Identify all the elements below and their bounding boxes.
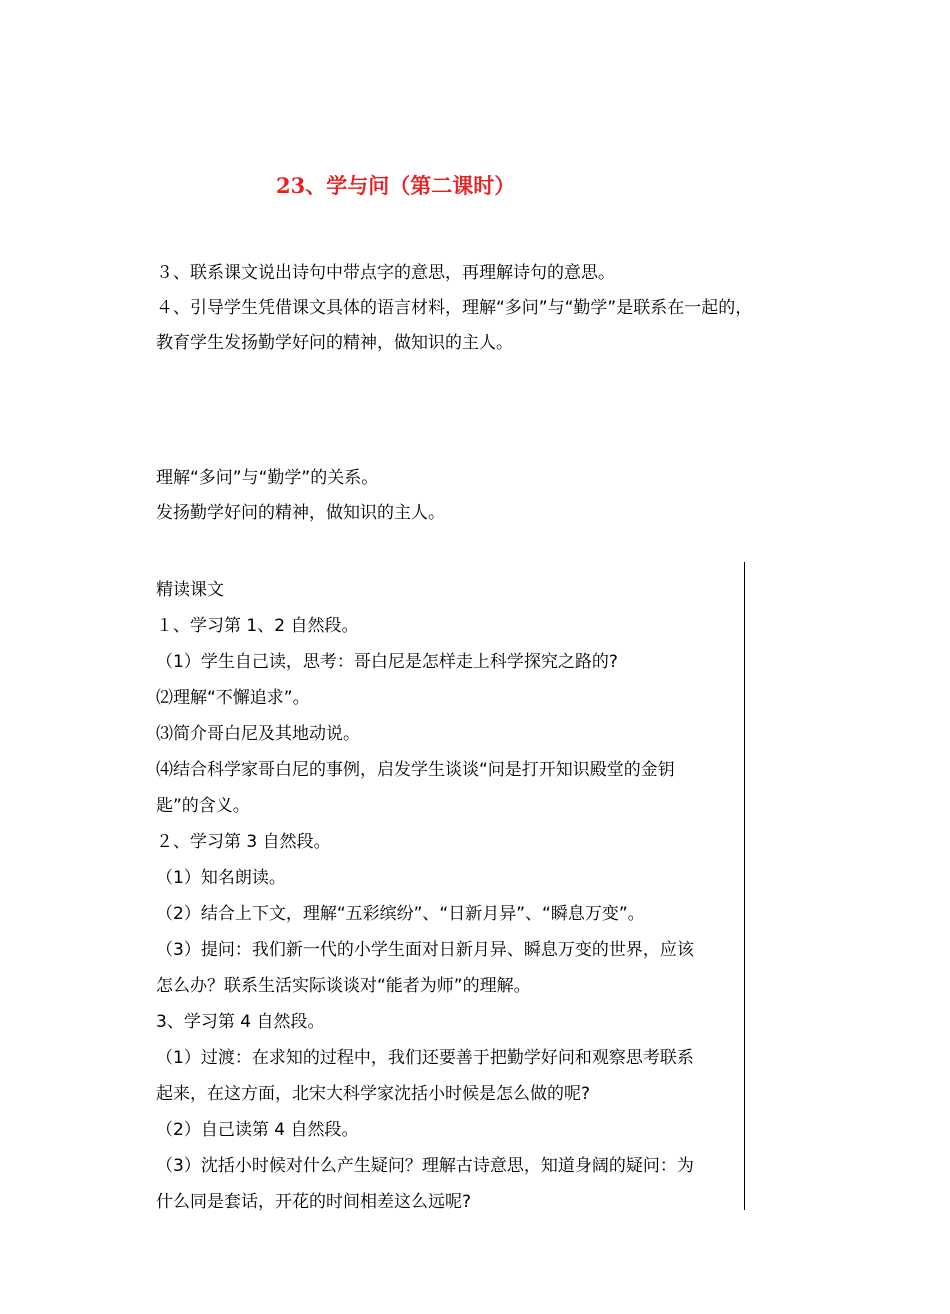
key-points — [156, 461, 756, 531]
lesson-line: （1）过渡：在求知的过程中，我们还要善于把勤学好问和观察思考联系 — [156, 1048, 694, 1068]
lesson-line: （2）结合上下文，理解“五彩缤纷”、“日新月异”、“瞬息万变”。 — [156, 904, 645, 924]
lesson-line: ⑵理解“不懈追求”。 — [156, 688, 310, 708]
lesson-line: ⑷结合科学家哥白尼的事例，启发学生谈谈“问是打开知识殿堂的金钥 — [156, 760, 675, 780]
document-title: 23、学与问（第二课时） — [276, 173, 516, 198]
lesson-line: ⑶简介哥白尼及其地动说。 — [156, 724, 360, 744]
key-point-line: 发扬勤学好问的精神，做知识的主人。 — [156, 503, 445, 523]
lesson-line: ２、学习第 3 自然段。 — [156, 832, 331, 852]
lesson-line: １、学习第 1、2 自然段。 — [156, 616, 359, 636]
lesson-line: （3）沈括小时候对什么产生疑问？理解古诗意思，知道身阔的疑问：为 — [156, 1156, 694, 1176]
objective-line: ４、引导学生凭借课文具体的语言材料，理解“多问”与“勤学”是联系在一起的， — [156, 298, 753, 318]
lesson-heading: 精读课文 — [156, 580, 224, 600]
objective-line: ３、联系课文说出诗句中带点字的意思，再理解诗句的意思。 — [156, 263, 615, 283]
lesson-line: （1）学生自己读，思考：哥白尼是怎样走上科学探究之路的? — [156, 652, 618, 672]
table-border-line — [744, 562, 745, 1210]
lesson-line: 怎么办？联系生活实际谈谈对“能者为师”的理解。 — [156, 976, 531, 996]
objective-line: 教育学生发扬勤学好问的精神，做知识的主人。 — [156, 333, 513, 353]
lesson-line: （3）提问：我们新一代的小学生面对日新月异、瞬息万变的世界，应该 — [156, 940, 694, 960]
lesson-line: （1）知名朗读。 — [156, 868, 286, 888]
lesson-line: 什么同是套话，开花的时间相差这么远呢? — [156, 1192, 472, 1212]
teaching-objectives — [156, 256, 856, 361]
lesson-line: 3、学习第 4 自然段。 — [156, 1012, 325, 1032]
lesson-line: 匙”的含义。 — [156, 796, 250, 816]
lesson-line: 起来，在这方面，北宋大科学家沈括小时候是怎么做的呢? — [156, 1084, 591, 1104]
lesson-process — [156, 572, 746, 1220]
key-point-line: 理解“多问”与“勤学”的关系。 — [156, 468, 379, 488]
lesson-line: （2）自己读第 4 自然段。 — [156, 1120, 359, 1140]
